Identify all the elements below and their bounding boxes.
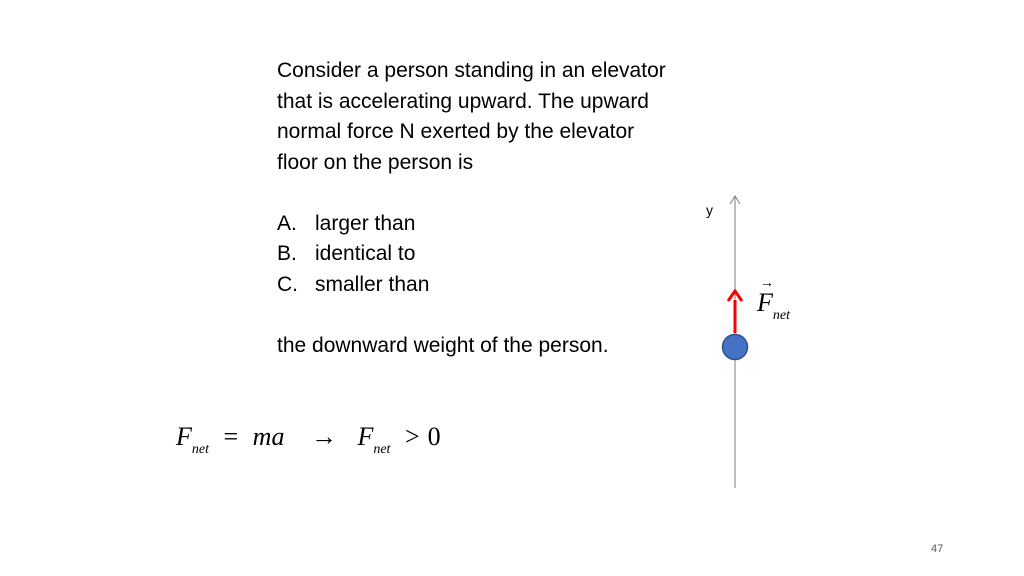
y-axis-label: y xyxy=(706,202,713,218)
page-number: 47 xyxy=(931,543,944,555)
formula-force: F xyxy=(357,422,374,451)
implies-arrow: → xyxy=(310,422,337,451)
question-closing: the downward weight of the person. xyxy=(277,333,609,357)
formula-ma: ma xyxy=(252,422,285,451)
option-letter: C. xyxy=(277,272,298,296)
formula-subscript: net xyxy=(373,442,391,457)
formula-force: F xyxy=(176,422,192,451)
question-line: that is accelerating upward. The upward xyxy=(277,89,649,113)
option-text: smaller than xyxy=(315,272,430,296)
question-line: floor on the person is xyxy=(277,150,474,174)
formula-greater-than: > xyxy=(404,422,420,451)
question-line: Consider a person standing in an elevator xyxy=(277,59,666,82)
option-letter: A. xyxy=(277,211,297,235)
formula-subscript: net xyxy=(191,442,209,457)
force-symbol: → F xyxy=(757,288,773,318)
net-force-label xyxy=(757,288,790,324)
question-line: normal force N exerted by the elevator xyxy=(277,120,635,143)
person-ball xyxy=(723,335,748,360)
force-subscript: net xyxy=(772,308,790,323)
formula-equals: = xyxy=(223,422,239,451)
formula-zero: 0 xyxy=(427,422,441,451)
option-text: identical to xyxy=(315,242,416,265)
option-letter: B. xyxy=(277,242,297,265)
option-text: larger than xyxy=(315,211,416,235)
